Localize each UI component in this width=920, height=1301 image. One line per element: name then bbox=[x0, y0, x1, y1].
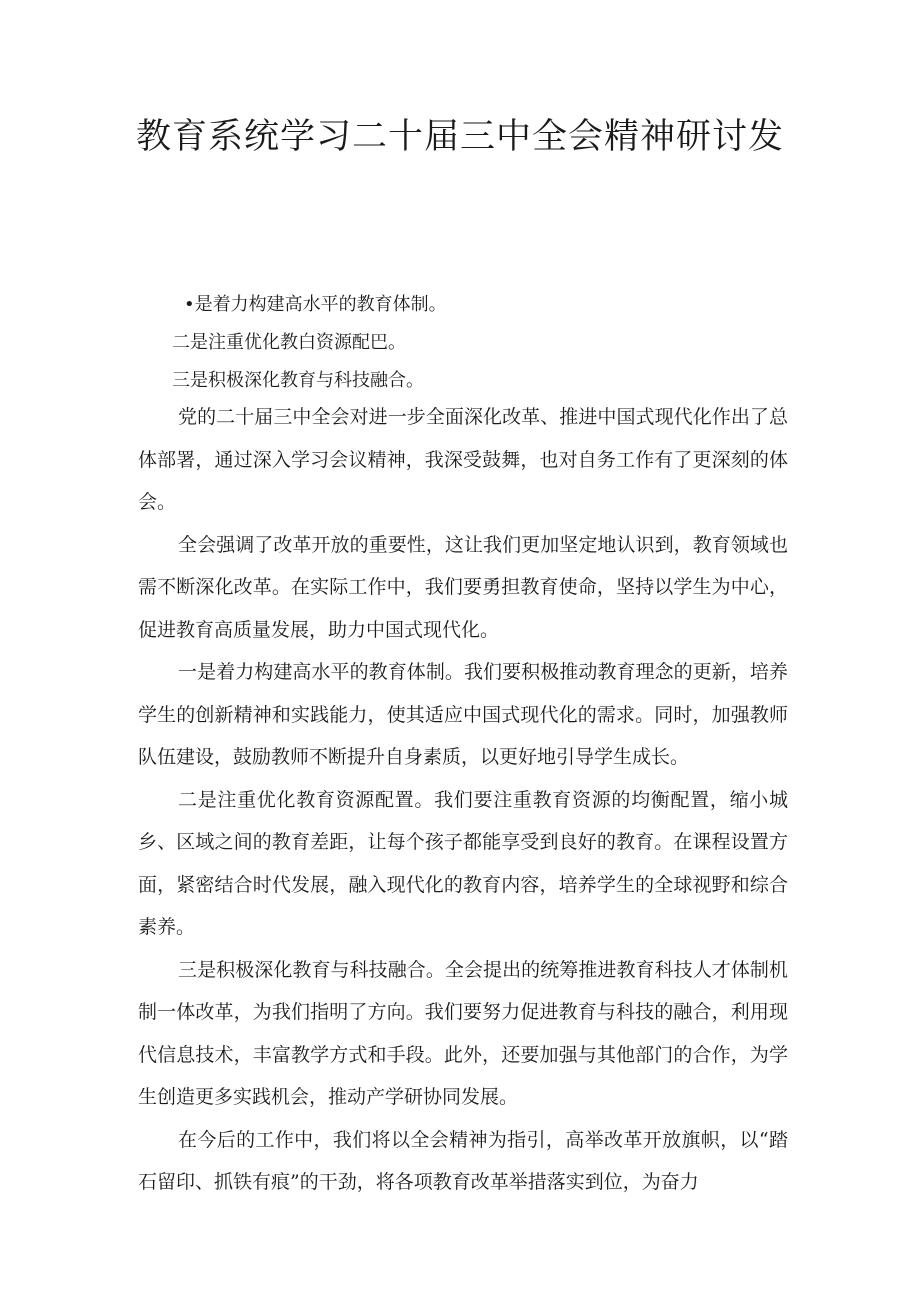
summary-item-3: 三是积极深化教育与科技融合。 bbox=[172, 370, 424, 391]
document-body bbox=[138, 396, 788, 1204]
paragraph-intro: 党的二十届三中全会对进一步全面深化改革、推进中国式现代化作出了总体部署，通过深入学习会议精神，我深受鼓舞，也对自务工作有了更深刻的体会。 bbox=[138, 406, 788, 513]
summary-item-1: •是着力构建高水平的教育体制。 bbox=[184, 294, 447, 315]
summary-item-2: 二是注重优化教白资源配巴。 bbox=[172, 332, 406, 353]
summary-list bbox=[0, 286, 920, 400]
paragraph-point-2: 二是注重优化教育资源配置。我们要注重教育资源的均衡配置，缩小城乡、区域之间的教育差距，让每个孩子都能享受到良好的教育。在课程设置方面，紧密结合时代发展，融入现代化的教育内容，培养学生的全球视野和综合素养。 bbox=[138, 788, 788, 938]
paragraph-point-3: 三是积极深化教育与科技融合。全会提出的统筹推进教育科技人才体制机制一体改革，为我们指明了方向。我们要努力促进教育与科技的融合，利用现代信息技术，丰富教学方式和手段。此外，还要加强与其他部门的合作，为学生创造更多实践机会，推动产学研协同发展。 bbox=[138, 958, 788, 1108]
paragraph-point-1: 一是着力构建高水平的教育体制。我们要积极推动教育理念的更新，培养学生的创新精神和实践能力，使其适应中国式现代化的需求。同时，加强教师队伍建设，鼓励教师不断提升自身素质，以更好地引导学生成长。 bbox=[138, 661, 788, 768]
document-title: 教育系统学习二十届三中全会精神研讨发 bbox=[135, 117, 784, 157]
paragraph-conclusion: 在今后的工作中，我们将以全会精神为指引，高举改革开放旗帜，以“踏石留印、抓铁有痕”的干劲，将各项教育改革举措落实到位，为奋力 bbox=[138, 1128, 788, 1193]
paragraph-reform: 全会强调了改革开放的重要性，这让我们更加坚定地认识到，教育领域也需不断深化改革。在实际工作中，我们要勇担教育使命，坚持以学生为中心，促进教育高质量发展，助力中国式现代化。 bbox=[138, 533, 788, 641]
